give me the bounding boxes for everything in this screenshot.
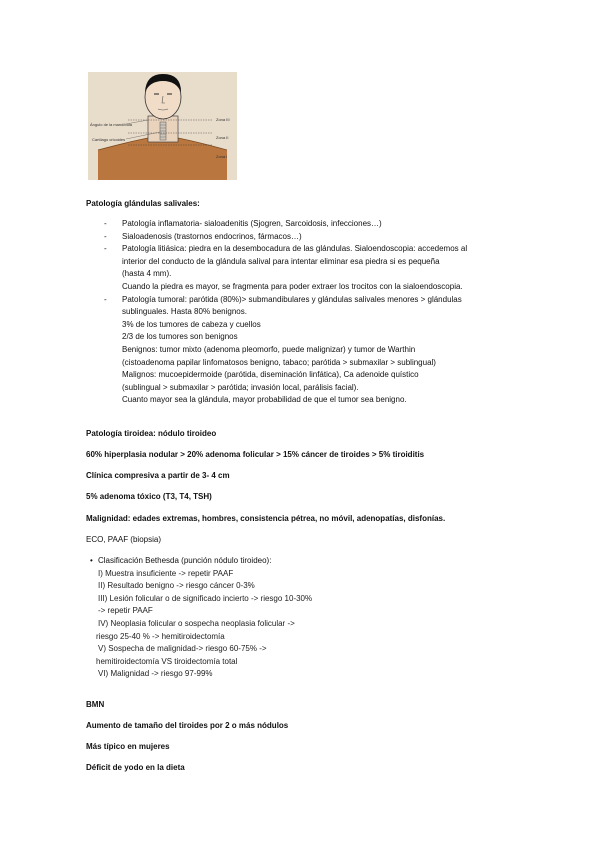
thyroid-paragraph: Clínica compresiva a partir de 3- 4 cm <box>86 471 230 480</box>
bethesda-heading <box>86 555 526 568</box>
salivary-item <box>86 231 526 244</box>
salivary-item-line: (hasta 4 mm). <box>122 269 172 279</box>
salivary-item-line: Cuanto mayor sea la glándula, mayor probabilidad de que el tumor sea benigno. <box>122 395 407 405</box>
bethesda-item: VI) Malignidad -> riesgo 97-99% <box>98 669 213 679</box>
label-cricoid-cartilage: Cartílago cricoides <box>92 137 126 142</box>
salivary-item-line: (sublingual > submaxilar > parótida; invasión local, parálisis facial). <box>122 382 359 392</box>
thyroid-paragraph: ECO, PAAF (biopsia) <box>86 535 161 544</box>
salivary-item-line: 2/3 de los tumores son benignos <box>122 332 238 342</box>
salivary-item-line: sublinguales. Hasta 80% benignos. <box>122 307 247 317</box>
label-mandible-angle: Ángulo de la mandíbula <box>90 122 133 127</box>
salivary-item-line: Patología litiásica: piedra en la desembocadura de las glándulas. Sialoendoscopia: accedemos al <box>122 244 468 254</box>
bullet-icon: • <box>90 556 93 565</box>
salivary-item-line: Patología inflamatoria- sialoadenitis (Sjogren, Sarcoidosis, infecciones…) <box>122 219 382 228</box>
salivary-item-line: 3% de los tumores de cabeza y cuellos <box>122 319 261 329</box>
list-dash: - <box>104 244 107 254</box>
label-zone-3: Zona III <box>216 117 230 122</box>
salivary-item-line: (cistoadenoma papilar linfomatosos benigno, tabaco; parótida > submaxilar > sublingual) <box>122 357 436 367</box>
salivary-item-line: Cuando la piedra es mayor, se fragmenta para poder extraer los trocitos con la sialoendoscopia. <box>122 281 463 291</box>
bethesda-item: II) Resultado benigno -> riesgo cáncer 0-3% <box>98 581 255 591</box>
salivary-item <box>86 218 526 231</box>
label-zone-1: Zona I <box>216 154 228 159</box>
bethesda-item: riesgo 25-40 % -> hemitiroidectomía <box>96 631 225 641</box>
salivary-item-line: Sialoadenosis (trastornos endocrinos, fármacos…) <box>122 231 302 241</box>
salivary-item <box>86 294 526 407</box>
salivary-list <box>86 218 526 407</box>
bethesda-item: V) Sospecha de malignidad-> riesgo 60-75% -> <box>98 644 267 654</box>
bethesda-item: I) Muestra insuficiente -> repetir PAAF <box>98 568 234 578</box>
salivary-item-line: Benignos: tumor mixto (adenoma pleomorfo, puede malignizar) y tumor de Warthin <box>122 344 416 354</box>
neck-zones-figure <box>88 72 237 180</box>
label-zone-2: Zona II <box>216 135 229 140</box>
salivary-item <box>86 243 526 293</box>
salivary-item-line: Malignos: mucoepidermoide (parótida, diseminación linfática), Ca adenoide quístico <box>122 370 419 380</box>
thyroid-paragraph: 60% hiperplasia nodular > 20% adenoma folicular > 15% cáncer de tiroides > 5% tiroiditis <box>86 450 425 459</box>
bmn-title: BMN <box>86 700 105 709</box>
salivary-item-line: interior del conducto de la glándula salival para intentar eliminar esa piedra si es pequeña <box>122 256 440 266</box>
bethesda-item: III) Lesión folicular o de significado incierto -> riesgo 10-30% <box>98 593 313 603</box>
bethesda-item: hemitiroidectomía VS tiroidectomía total <box>96 656 238 666</box>
bmn-paragraph: Más típico en mujeres <box>86 742 170 751</box>
thyroid-paragraph: 5% adenoma tóxico (T3, T4, TSH) <box>86 492 212 501</box>
salivary-item-line: Patología tumoral: parótida (80%)> submandibulares y glándulas salivales menores > glándulas <box>122 294 462 304</box>
salivary-title: Patología glándulas salivales: <box>86 199 200 208</box>
list-dash: - <box>104 294 107 304</box>
thyroid-title: Patología tiroidea: nódulo tiroideo <box>86 429 217 438</box>
thyroid-paragraph: Malignidad: edades extremas, hombres, consistencia pétrea, no móvil, adenopatías, disfonías. <box>86 514 446 523</box>
bmn-paragraph: Déficit de yodo en la dieta <box>86 763 185 772</box>
list-dash: - <box>104 219 107 228</box>
bethesda-block <box>86 555 526 681</box>
bethesda-item: IV) Neoplasia folicular o sospecha neoplasia folicular -> <box>98 618 295 628</box>
bethesda-item: -> repetir PAAF <box>98 606 153 616</box>
bethesda-heading-text: Clasificación Bethesda (punción nódulo tiroideo): <box>98 556 272 565</box>
list-dash: - <box>104 231 107 241</box>
bmn-paragraph: Aumento de tamaño del tiroides por 2 o más nódulos <box>86 721 289 730</box>
